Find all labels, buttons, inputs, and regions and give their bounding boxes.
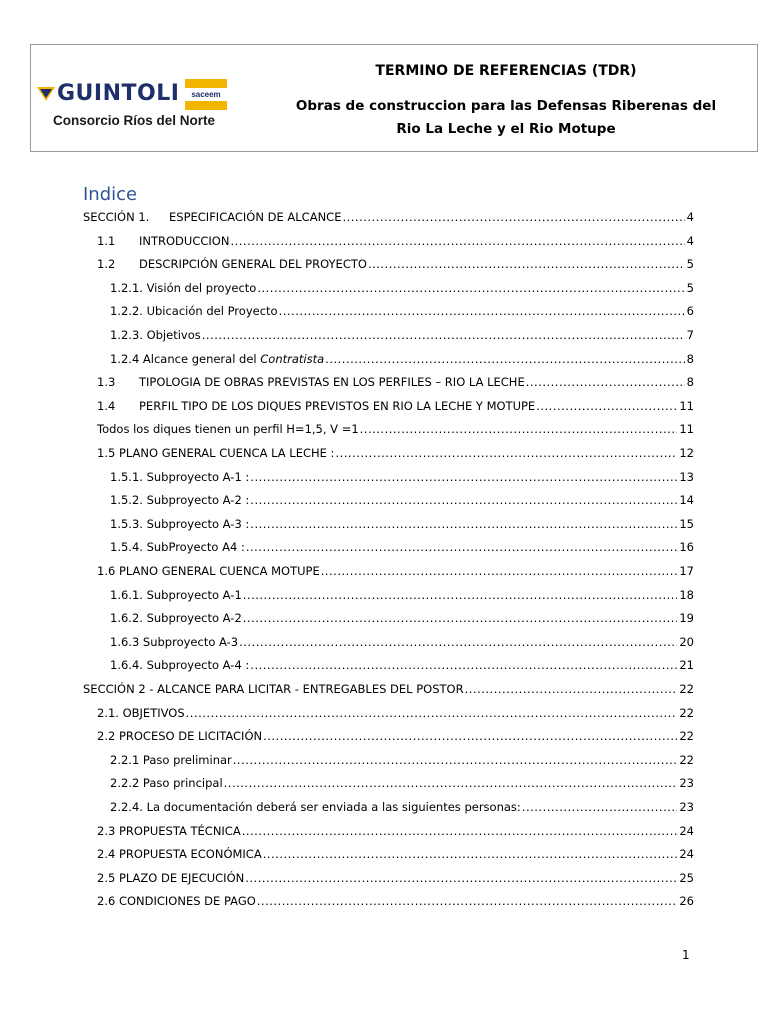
toc-entry-label: 2.2.2 Paso principal xyxy=(110,776,223,791)
toc-entry-page: 22 xyxy=(679,752,694,767)
document-title: TERMINO DE REFERENCIAS (TDR) xyxy=(375,63,637,79)
toc-entry-label: 2.2.4. La documentación deberá ser enviada a las siguientes personas: xyxy=(110,800,521,814)
toc-entry[interactable] xyxy=(110,352,694,372)
toc-entry-page: 5 xyxy=(686,257,694,272)
toc-entry-label: TIPOLOGIA DE OBRAS PREVISTAS EN LOS PERFILES – RIO LA LECHE xyxy=(139,375,525,390)
toc-entry-label: 1.5.2. Subproyecto A-2 : xyxy=(110,493,250,508)
toc-entry[interactable] xyxy=(110,281,694,301)
toc-leader-dots xyxy=(242,824,678,838)
toc-entry-page: 7 xyxy=(686,328,694,342)
toc-entry-label: 2.5 PLAZO DE EJECUCIÓN xyxy=(97,870,245,885)
logo-name: GUINTOLI xyxy=(57,81,180,106)
toc-entry-label-italic: Contratista xyxy=(260,351,325,366)
toc-entry[interactable] xyxy=(97,564,694,584)
toc-entry-page: 11 xyxy=(679,422,694,437)
toc-entry-page: 23 xyxy=(679,776,694,791)
toc-entry-label: 2.3 PROPUESTA TÉCNICA xyxy=(97,823,241,838)
toc-entry-label: ESPECIFICACIÓN DE ALCANCE xyxy=(169,210,342,224)
toc-entry[interactable] xyxy=(110,776,694,796)
toc-leader-dots xyxy=(263,729,677,743)
toc-leader-dots xyxy=(321,564,678,578)
toc-entry[interactable] xyxy=(97,871,694,891)
toc-leader-dots xyxy=(465,682,678,696)
toc-entry-page: 17 xyxy=(679,564,694,578)
toc-entry-label: 1.5.4. SubProyecto A4 : xyxy=(110,540,245,555)
toc-entry-label: 1.5.1. Subproyecto A-1 : xyxy=(110,469,250,484)
toc-entry[interactable] xyxy=(83,210,694,230)
toc-entry-number: 1.1 xyxy=(97,233,116,248)
toc-entry[interactable] xyxy=(97,847,694,867)
toc-entry-label: DESCRIPCIÓN GENERAL DEL PROYECTO xyxy=(139,257,367,272)
toc-leader-dots xyxy=(243,611,678,625)
toc-entry-page: 25 xyxy=(679,870,694,885)
toc-entry[interactable] xyxy=(110,470,694,490)
toc-leader-dots xyxy=(360,422,678,436)
toc-entry-page: 22 xyxy=(679,729,694,744)
toc-leader-dots xyxy=(257,281,684,295)
toc-entry-label: 2.6 CONDICIONES DE PAGO xyxy=(97,894,256,909)
toc-leader-dots xyxy=(536,399,677,413)
toc-entry-label: 1.5.3. Subproyecto A-3 : xyxy=(110,516,250,531)
toc-entry-number: 1.2 xyxy=(97,257,116,272)
toc-entry[interactable] xyxy=(110,493,694,513)
toc-leader-dots xyxy=(342,210,684,224)
toc-entry-page: 8 xyxy=(686,375,694,390)
toc-leader-dots xyxy=(526,375,685,389)
toc-entry-label: 1.6 PLANO GENERAL CUENCA MOTUPE xyxy=(97,564,320,578)
toc-entry-number: 1.4 xyxy=(97,398,116,413)
toc-entry[interactable] xyxy=(97,399,694,419)
toc-leader-dots xyxy=(230,234,684,248)
toc-entry-page: 6 xyxy=(686,304,694,319)
toc-entry-page: 14 xyxy=(679,493,694,508)
toc-entry[interactable] xyxy=(97,894,694,914)
toc-entry[interactable] xyxy=(97,706,694,726)
toc-entry-page: 22 xyxy=(679,682,694,696)
toc-entry-page: 20 xyxy=(679,634,694,649)
toc-entry[interactable] xyxy=(110,635,694,655)
toc-entry-page: 4 xyxy=(686,233,694,248)
toc-entry[interactable] xyxy=(110,658,694,678)
toc-entry-page: 24 xyxy=(679,847,694,862)
toc-leader-dots xyxy=(224,776,678,790)
toc-entry-number: 1.3 xyxy=(97,375,116,390)
logo-tag: saceem xyxy=(191,90,221,99)
toc-entry-label: SECCIÓN 2 - ALCANCE PARA LICITAR - ENTREGABLES DEL POSTOR xyxy=(83,682,464,696)
toc-entry-label: 1.2.2. Ubicación del Proyecto xyxy=(110,304,278,319)
toc-entry[interactable] xyxy=(97,824,694,844)
toc-entry[interactable] xyxy=(97,446,694,466)
toc-entry-label: 1.2.3. Objetivos xyxy=(110,328,201,342)
toc-entry-page: 13 xyxy=(679,469,694,484)
toc-entry[interactable] xyxy=(110,328,694,348)
toc-entry-label: 1.6.1. Subproyecto A-1 xyxy=(110,587,242,602)
toc-entry-label: Todos los diques tienen un perfil H=1,5, V =1 xyxy=(97,422,359,437)
toc-entry-page: 8 xyxy=(686,351,694,366)
toc-leader-dots xyxy=(202,328,685,342)
toc-leader-dots xyxy=(186,706,678,720)
toc-entry[interactable] xyxy=(110,540,694,560)
toc-entry-label: 2.2 PROCESO DE LICITACIÓN xyxy=(97,729,263,744)
toc-leader-dots xyxy=(250,470,677,484)
toc-leader-dots xyxy=(246,540,678,554)
toc-entry[interactable] xyxy=(97,257,694,277)
toc-entry-page: 18 xyxy=(679,587,694,602)
toc-leader-dots xyxy=(325,352,685,366)
toc-entry-page: 5 xyxy=(686,280,694,295)
toc-entry-label: 1.5 PLANO GENERAL CUENCA LA LECHE : xyxy=(97,446,335,460)
toc-entry-number: SECCIÓN 1. xyxy=(83,210,150,224)
toc-leader-dots xyxy=(233,753,678,767)
toc-leader-dots xyxy=(245,871,677,885)
toc-entry-page: 26 xyxy=(679,894,694,909)
toc-leader-dots xyxy=(257,894,678,908)
toc-entry[interactable] xyxy=(97,729,694,749)
toc-entry-label: 1.6.2. Subproyecto A-2 xyxy=(110,611,242,626)
toc-entry[interactable] xyxy=(110,753,694,773)
toc-entry-page: 23 xyxy=(679,800,694,814)
logo-subtitle: Consorcio Ríos del Norte xyxy=(53,113,216,128)
toc-leader-dots xyxy=(243,588,678,602)
toc-entry-label: 1.2.1. Visión del proyecto xyxy=(110,280,257,295)
toc-entry-page: 24 xyxy=(679,823,694,838)
toc-entry-page: 19 xyxy=(679,611,694,626)
toc-entry-label: 2.1. OBJETIVOS xyxy=(97,705,185,720)
toc-leader-dots xyxy=(335,446,677,460)
toc-entry[interactable] xyxy=(83,682,694,702)
toc-leader-dots xyxy=(239,635,677,649)
toc-heading: Indice xyxy=(83,184,138,205)
toc-leader-dots xyxy=(263,847,678,861)
toc-leader-dots xyxy=(250,493,677,507)
toc-entry[interactable] xyxy=(110,304,694,324)
toc-leader-dots xyxy=(368,257,685,271)
toc-entry[interactable] xyxy=(110,800,694,820)
toc-entry[interactable] xyxy=(97,234,694,254)
toc-entry-page: 21 xyxy=(679,658,694,673)
toc-entry-label: 1.2.4 Alcance general del xyxy=(110,351,261,366)
toc-leader-dots xyxy=(250,658,677,672)
toc-entry-label: INTRODUCCION xyxy=(139,233,230,248)
toc-entry[interactable] xyxy=(97,422,694,442)
toc-entry-label: PERFIL TIPO DE LOS DIQUES PREVISTOS EN RIO LA LECHE Y MOTUPE xyxy=(139,398,536,413)
toc-entry-label: 1.6.4. Subproyecto A-4 : xyxy=(110,658,250,673)
toc-entry-label: 2.2.1 Paso preliminar xyxy=(110,752,232,767)
toc-entry-page: 11 xyxy=(679,398,694,413)
toc-entry[interactable] xyxy=(110,611,694,631)
page-number: 1 xyxy=(682,948,690,962)
toc-entry-page: 16 xyxy=(679,540,694,555)
toc-entry-page: 4 xyxy=(686,210,694,224)
subtitle-line-1: Obras de construccion para las Defensas Riberenas del xyxy=(295,98,717,114)
toc-leader-dots xyxy=(250,517,677,531)
toc-entry[interactable] xyxy=(97,375,694,395)
toc-leader-dots xyxy=(522,800,678,814)
toc-entry-page: 15 xyxy=(679,516,694,531)
toc-entry[interactable] xyxy=(110,588,694,608)
toc-entry-label: 1.6.3 Subproyecto A-3 xyxy=(110,634,239,649)
toc-leader-dots xyxy=(279,304,685,318)
toc-entry[interactable] xyxy=(110,517,694,537)
toc-entry-label: 2.4 PROPUESTA ECONÓMICA xyxy=(97,847,262,862)
toc-entry-page: 22 xyxy=(679,705,694,720)
toc-entry-page: 12 xyxy=(679,446,694,460)
subtitle-line-2: Rio La Leche y el Rio Motupe xyxy=(396,121,616,137)
